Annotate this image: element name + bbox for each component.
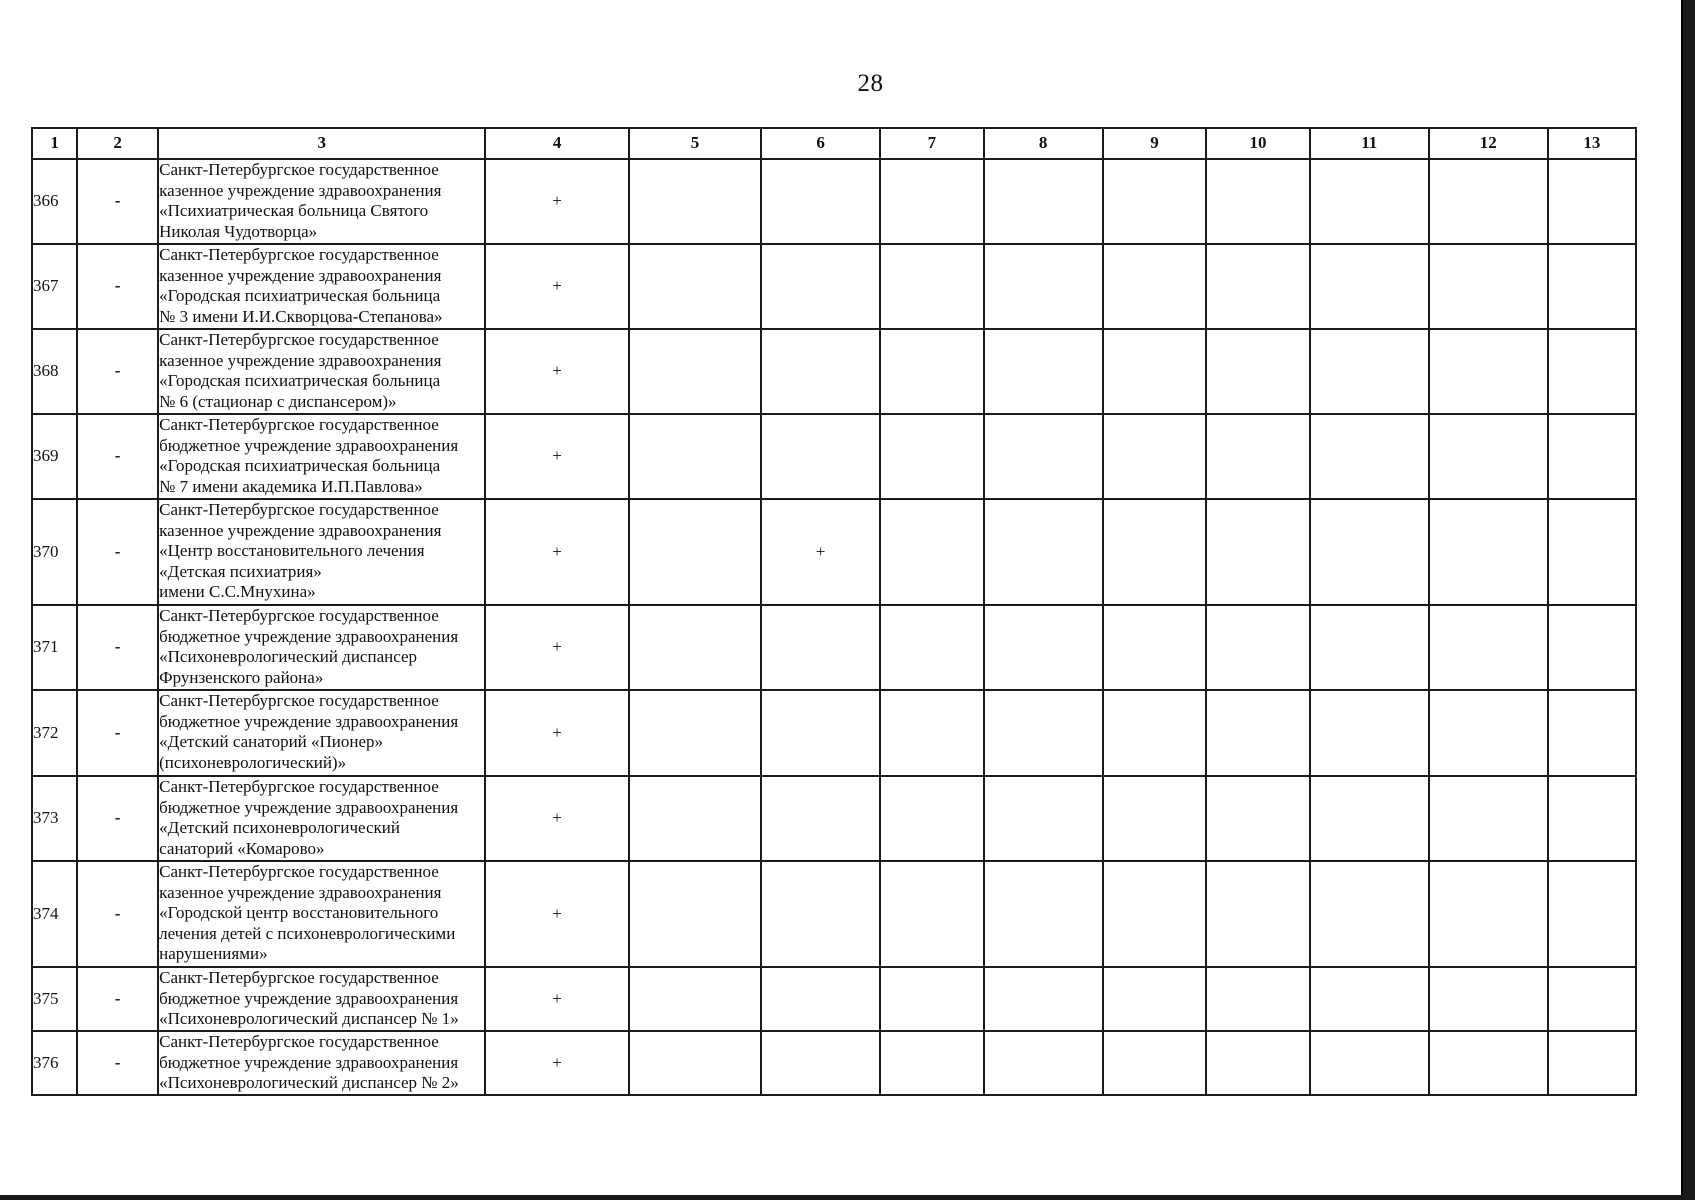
mark-col-12 [1429,776,1548,861]
mark-col-6 [761,861,880,967]
row-number: 369 [32,414,77,499]
mark-col-10 [1206,605,1310,690]
mark-col-10 [1206,414,1310,499]
institution-name: Санкт-Петербургское государственное бюджетное учреждение здравоохранения «Детский санаторий «Пионер» (психоневрологический)» [158,690,485,776]
row-subnumber: - [77,1031,158,1095]
mark-col-11 [1310,861,1429,967]
mark-col-8 [984,244,1103,329]
mark-col-9 [1103,499,1207,605]
mark-col-4: + [485,329,629,414]
mark-col-11 [1310,329,1429,414]
row-number: 370 [32,499,77,605]
mark-col-13 [1548,329,1636,414]
mark-col-9 [1103,605,1207,690]
row-number: 374 [32,861,77,967]
mark-col-9 [1103,329,1207,414]
mark-col-13 [1548,605,1636,690]
mark-col-13 [1548,967,1636,1031]
mark-col-9 [1103,414,1207,499]
mark-col-4: + [485,499,629,605]
mark-col-7 [880,967,984,1031]
table-row [32,967,1636,1031]
mark-col-10 [1206,690,1310,776]
column-header-7: 7 [880,128,984,159]
table-header [32,128,1636,159]
mark-col-11 [1310,1031,1429,1095]
mark-col-10 [1206,861,1310,967]
mark-col-13 [1548,499,1636,605]
mark-col-12 [1429,605,1548,690]
mark-col-6 [761,776,880,861]
mark-col-13 [1548,861,1636,967]
mark-col-12 [1429,244,1548,329]
mark-col-7 [880,499,984,605]
mark-col-10 [1206,776,1310,861]
column-header-13: 13 [1548,128,1636,159]
mark-col-12 [1429,499,1548,605]
mark-col-12 [1429,329,1548,414]
institution-name: Санкт-Петербургское государственное казенное учреждение здравоохранения «Центр восстановительного лечения «Детская психиатрия» имени С.С.Мнухина» [158,499,485,605]
mark-col-7 [880,861,984,967]
row-number: 366 [32,159,77,244]
mark-col-8 [984,861,1103,967]
mark-col-5 [629,159,761,244]
mark-col-7 [880,414,984,499]
mark-col-6 [761,1031,880,1095]
table-row [32,776,1636,861]
table-row [32,861,1636,967]
institution-name: Санкт-Петербургское государственное бюджетное учреждение здравоохранения «Психоневрологический диспансер № 2» [158,1031,485,1095]
mark-col-6 [761,159,880,244]
mark-col-12 [1429,967,1548,1031]
mark-col-6 [761,414,880,499]
column-header-4: 4 [485,128,629,159]
row-subnumber: - [77,159,158,244]
table-row [32,1031,1636,1095]
mark-col-11 [1310,776,1429,861]
mark-col-7 [880,244,984,329]
mark-col-8 [984,1031,1103,1095]
row-subnumber: - [77,776,158,861]
institution-name: Санкт-Петербургское государственное казенное учреждение здравоохранения «Психиатрическая больница Святого Николая Чудотворца» [158,159,485,244]
row-number: 375 [32,967,77,1031]
mark-col-7 [880,690,984,776]
mark-col-7 [880,1031,984,1095]
institution-name: Санкт-Петербургское государственное казенное учреждение здравоохранения «Городская психиатрическая больница № 6 (стационар с диспансером)» [158,329,485,414]
row-subnumber: - [77,690,158,776]
mark-col-6 [761,244,880,329]
mark-col-4: + [485,244,629,329]
row-number: 367 [32,244,77,329]
mark-col-13 [1548,159,1636,244]
row-subnumber: - [77,414,158,499]
mark-col-7 [880,776,984,861]
institution-name: Санкт-Петербургское государственное казенное учреждение здравоохранения «Городская психиатрическая больница № 3 имени И.И.Скворцова-Степанова» [158,244,485,329]
mark-col-8 [984,776,1103,861]
mark-col-9 [1103,967,1207,1031]
column-header-11: 11 [1310,128,1429,159]
mark-col-13 [1548,690,1636,776]
register-table [31,127,1637,1096]
column-header-10: 10 [1206,128,1310,159]
mark-col-12 [1429,861,1548,967]
column-header-2: 2 [77,128,158,159]
mark-col-8 [984,159,1103,244]
row-number: 373 [32,776,77,861]
mark-col-6 [761,967,880,1031]
header-row [32,128,1636,159]
mark-col-5 [629,967,761,1031]
row-subnumber: - [77,861,158,967]
institution-name: Санкт-Петербургское государственное бюджетное учреждение здравоохранения «Психоневрологический диспансер Фрунзенского района» [158,605,485,690]
page-number-text: 28 [857,70,884,97]
mark-col-9 [1103,244,1207,329]
mark-col-11 [1310,967,1429,1031]
table-row [32,414,1636,499]
column-header-8: 8 [984,128,1103,159]
row-number: 372 [32,690,77,776]
mark-col-13 [1548,414,1636,499]
mark-col-7 [880,329,984,414]
mark-col-9 [1103,159,1207,244]
mark-col-10 [1206,329,1310,414]
mark-col-8 [984,690,1103,776]
mark-col-12 [1429,690,1548,776]
mark-col-8 [984,329,1103,414]
mark-col-6 [761,329,880,414]
mark-col-6 [761,690,880,776]
column-header-9: 9 [1103,128,1207,159]
mark-col-4: + [485,776,629,861]
institution-name: Санкт-Петербургское государственное бюджетное учреждение здравоохранения «Городская психиатрическая больница № 7 имени академика И.П.Павлова» [158,414,485,499]
mark-col-5 [629,414,761,499]
table-row [32,244,1636,329]
column-header-1: 1 [32,128,77,159]
row-number: 368 [32,329,77,414]
row-subnumber: - [77,967,158,1031]
mark-col-5 [629,605,761,690]
mark-col-4: + [485,605,629,690]
mark-col-5 [629,861,761,967]
row-subnumber: - [77,329,158,414]
mark-col-12 [1429,414,1548,499]
table-body [32,159,1636,1095]
mark-col-5 [629,244,761,329]
column-header-12: 12 [1429,128,1548,159]
mark-col-10 [1206,159,1310,244]
mark-col-11 [1310,414,1429,499]
table-row [32,499,1636,605]
mark-col-12 [1429,1031,1548,1095]
mark-col-9 [1103,1031,1207,1095]
mark-col-11 [1310,159,1429,244]
mark-col-7 [880,605,984,690]
mark-col-8 [984,605,1103,690]
mark-col-11 [1310,499,1429,605]
mark-col-9 [1103,861,1207,967]
institution-name: Санкт-Петербургское государственное казенное учреждение здравоохранения «Городской центр восстановительного лечения детей с психоневрологическими нарушениями» [158,861,485,967]
mark-col-6: + [761,499,880,605]
mark-col-13 [1548,776,1636,861]
row-number: 376 [32,1031,77,1095]
row-subnumber: - [77,244,158,329]
column-header-5: 5 [629,128,761,159]
mark-col-10 [1206,967,1310,1031]
mark-col-10 [1206,244,1310,329]
mark-col-9 [1103,776,1207,861]
mark-col-8 [984,499,1103,605]
institution-name: Санкт-Петербургское государственное бюджетное учреждение здравоохранения «Психоневрологический диспансер № 1» [158,967,485,1031]
mark-col-5 [629,690,761,776]
mark-col-8 [984,414,1103,499]
page-number [0,70,1681,98]
mark-col-5 [629,499,761,605]
column-header-3: 3 [158,128,485,159]
mark-col-13 [1548,1031,1636,1095]
mark-col-5 [629,329,761,414]
row-number: 371 [32,605,77,690]
mark-col-8 [984,967,1103,1031]
mark-col-5 [629,776,761,861]
column-header-6: 6 [761,128,880,159]
table-row [32,690,1636,776]
mark-col-9 [1103,690,1207,776]
mark-col-4: + [485,1031,629,1095]
mark-col-10 [1206,1031,1310,1095]
mark-col-11 [1310,690,1429,776]
mark-col-4: + [485,861,629,967]
mark-col-4: + [485,159,629,244]
mark-col-5 [629,1031,761,1095]
mark-col-12 [1429,159,1548,244]
row-subnumber: - [77,605,158,690]
mark-col-13 [1548,244,1636,329]
mark-col-4: + [485,414,629,499]
table-row [32,329,1636,414]
table-row [32,605,1636,690]
table-row [32,159,1636,244]
mark-col-11 [1310,244,1429,329]
mark-col-7 [880,159,984,244]
mark-col-4: + [485,967,629,1031]
mark-col-6 [761,605,880,690]
row-subnumber: - [77,499,158,605]
mark-col-4: + [485,690,629,776]
mark-col-10 [1206,499,1310,605]
mark-col-11 [1310,605,1429,690]
institution-name: Санкт-Петербургское государственное бюджетное учреждение здравоохранения «Детский психоневрологический санаторий «Комарово» [158,776,485,861]
